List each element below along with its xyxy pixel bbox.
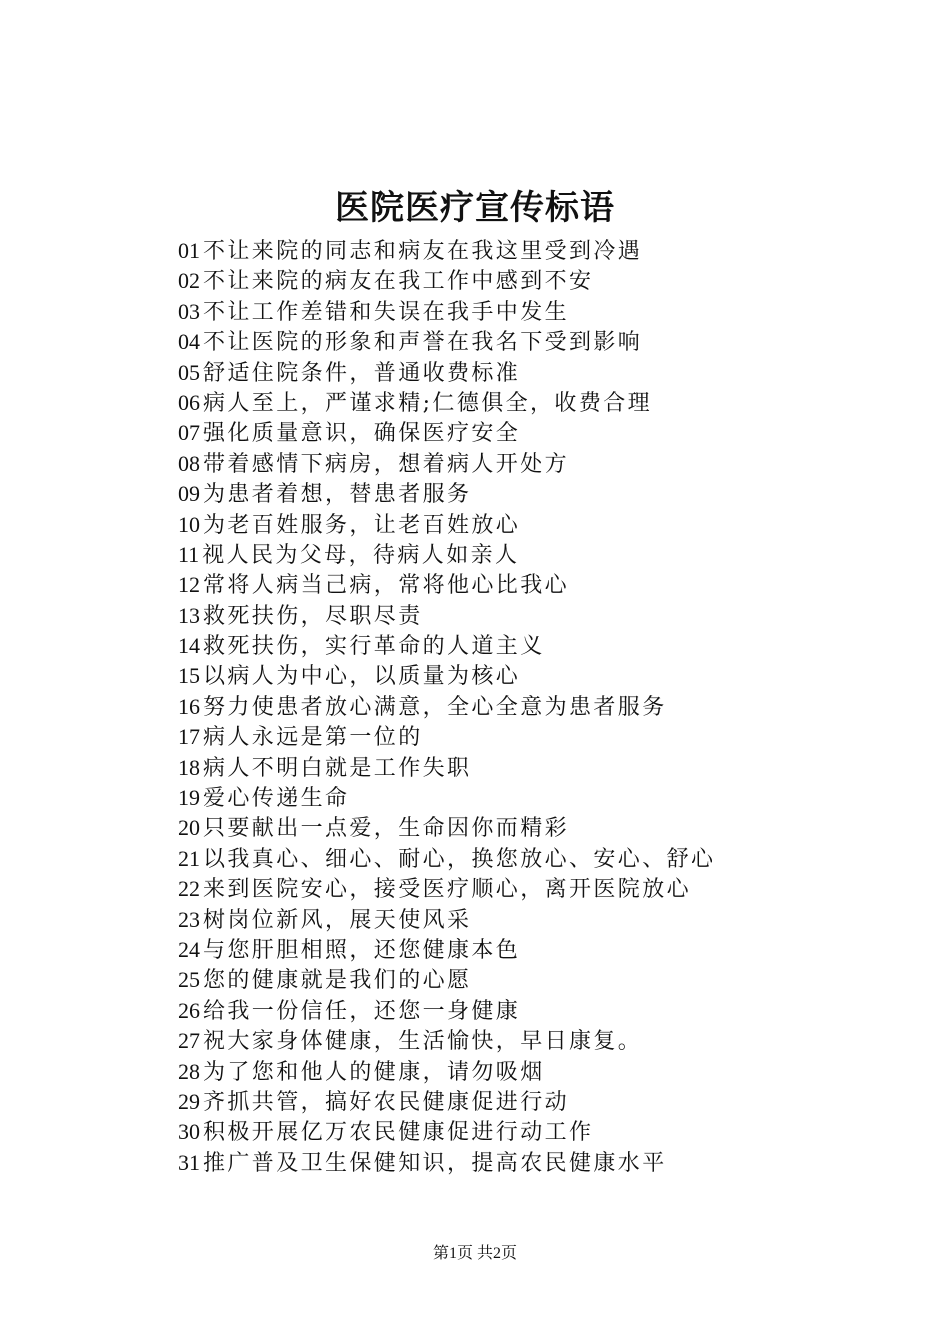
slogan-number: 28	[178, 1058, 200, 1084]
slogan-text: 强化质量意识，确保医疗安全	[203, 421, 521, 447]
slogan-number: 13	[178, 602, 200, 628]
list-item	[178, 540, 918, 570]
slogan-number: 27	[178, 1028, 200, 1054]
slogan-number: 21	[178, 845, 200, 871]
list-item	[178, 479, 918, 509]
slogan-number: 19	[178, 785, 200, 811]
list-item	[178, 844, 918, 874]
list-item	[178, 965, 918, 995]
list-item	[178, 236, 918, 266]
slogan-text: 视人民为父母，待病人如亲人	[202, 542, 520, 568]
list-item	[178, 783, 918, 813]
slogan-text: 您的健康就是我们的心愿	[203, 968, 472, 994]
list-item	[178, 601, 918, 631]
slogan-text: 积极开展亿万农民健康促进行动工作	[203, 1120, 594, 1146]
list-item	[178, 905, 918, 935]
list-item	[178, 935, 918, 965]
list-item	[178, 510, 918, 540]
slogan-text: 给我一份信任，还您一身健康	[203, 998, 521, 1024]
slogan-text: 不让工作差错和失误在我手中发生	[203, 299, 570, 325]
slogan-number: 05	[178, 359, 200, 385]
list-item	[178, 297, 918, 327]
slogan-number: 11	[178, 541, 200, 567]
slogan-text: 救死扶伤，尽职尽责	[203, 603, 423, 629]
slogan-text: 以病人为中心，以质量为核心	[203, 664, 521, 690]
slogan-text: 带着感情下病房，想着病人开处方	[203, 451, 570, 477]
slogan-number: 12	[178, 572, 200, 598]
slogan-number: 03	[178, 298, 200, 324]
slogan-number: 09	[178, 481, 200, 507]
slogan-text: 来到医院安心，接受医疗顺心，离开医院放心	[203, 877, 692, 903]
slogan-number: 04	[178, 329, 200, 355]
list-item	[178, 327, 918, 357]
slogan-number: 07	[178, 420, 200, 446]
slogan-text: 不让来院的同志和病友在我这里受到冷遇	[203, 239, 643, 264]
slogan-text: 只要献出一点爱，生命因你而精彩	[203, 816, 570, 842]
slogan-number: 31	[178, 1149, 200, 1175]
slogan-number: 30	[178, 1119, 200, 1145]
slogan-number: 14	[178, 633, 200, 659]
slogan-number: 16	[178, 693, 200, 719]
slogan-number: 17	[178, 724, 200, 750]
list-item	[178, 1117, 918, 1147]
slogan-number: 02	[178, 268, 200, 294]
slogan-text: 不让医院的形象和声誉在我名下受到影响	[203, 330, 643, 356]
list-item	[178, 996, 918, 1026]
slogan-text: 为了您和他人的健康，请勿吸烟	[203, 1059, 545, 1085]
slogan-number: 08	[178, 450, 200, 476]
slogan-number: 15	[178, 663, 200, 689]
list-item	[178, 631, 918, 661]
slogan-number: 24	[178, 936, 200, 962]
slogan-text: 爱心传递生命	[203, 786, 350, 812]
slogan-number: 29	[178, 1088, 200, 1114]
list-item	[178, 661, 918, 691]
slogan-number: 01	[178, 238, 200, 263]
list-item	[178, 358, 918, 388]
list-item	[178, 874, 918, 904]
slogan-number: 22	[178, 876, 200, 902]
slogan-text: 以我真心、细心、耐心，换您放心、安心、舒心	[203, 846, 716, 872]
slogan-text: 病人永远是第一位的	[203, 725, 423, 751]
slogan-text: 不让来院的病友在我工作中感到不安	[203, 269, 594, 295]
list-item	[178, 1148, 918, 1178]
slogan-text: 齐抓共管，搞好农民健康促进行动	[203, 1089, 570, 1115]
slogan-text: 舒适住院条件，普通收费标准	[203, 360, 521, 386]
slogan-text: 救死扶伤，实行革命的人道主义	[203, 634, 545, 660]
slogan-text: 树岗位新风，展天使风采	[203, 907, 472, 933]
list-item	[178, 1087, 918, 1117]
list-item	[178, 418, 918, 448]
slogan-text: 与您肝胆相照，还您健康本色	[203, 937, 521, 963]
document-title: 医院医疗宣传标语	[335, 188, 615, 228]
slogan-number: 18	[178, 754, 200, 780]
slogan-number: 20	[178, 815, 200, 841]
slogan-text: 病人不明白就是工作失职	[203, 755, 472, 781]
list-item	[178, 388, 918, 418]
slogan-number: 10	[178, 511, 200, 537]
slogan-text: 推广普及卫生保健知识，提高农民健康水平	[203, 1150, 667, 1176]
list-item	[178, 570, 918, 600]
list-item	[178, 692, 918, 722]
list-item	[178, 1057, 918, 1087]
slogan-text: 努力使患者放心满意，全心全意为患者服务	[203, 694, 667, 720]
slogan-number: 26	[178, 997, 200, 1023]
list-item	[178, 753, 918, 783]
slogan-number: 23	[178, 906, 200, 932]
slogan-text: 祝大家身体健康，生活愉快，早日康复。	[203, 1029, 643, 1055]
page-footer: 第1页 共2页	[432, 1245, 517, 1262]
slogan-text: 为老百姓服务，让老百姓放心	[203, 512, 521, 538]
slogan-text: 病人至上，严谨求精;仁德俱全，收费合理	[203, 390, 653, 416]
list-item	[178, 813, 918, 843]
list-item	[178, 1026, 918, 1056]
slogan-text: 为患者着想，替患者服务	[203, 482, 472, 508]
slogan-text: 常将人病当己病，常将他心比我心	[203, 573, 570, 599]
list-item	[178, 449, 918, 479]
slogan-number: 06	[178, 389, 200, 415]
slogan-number: 25	[178, 967, 200, 993]
list-item	[178, 266, 918, 296]
slogan-list	[178, 236, 918, 1178]
list-item	[178, 722, 918, 752]
